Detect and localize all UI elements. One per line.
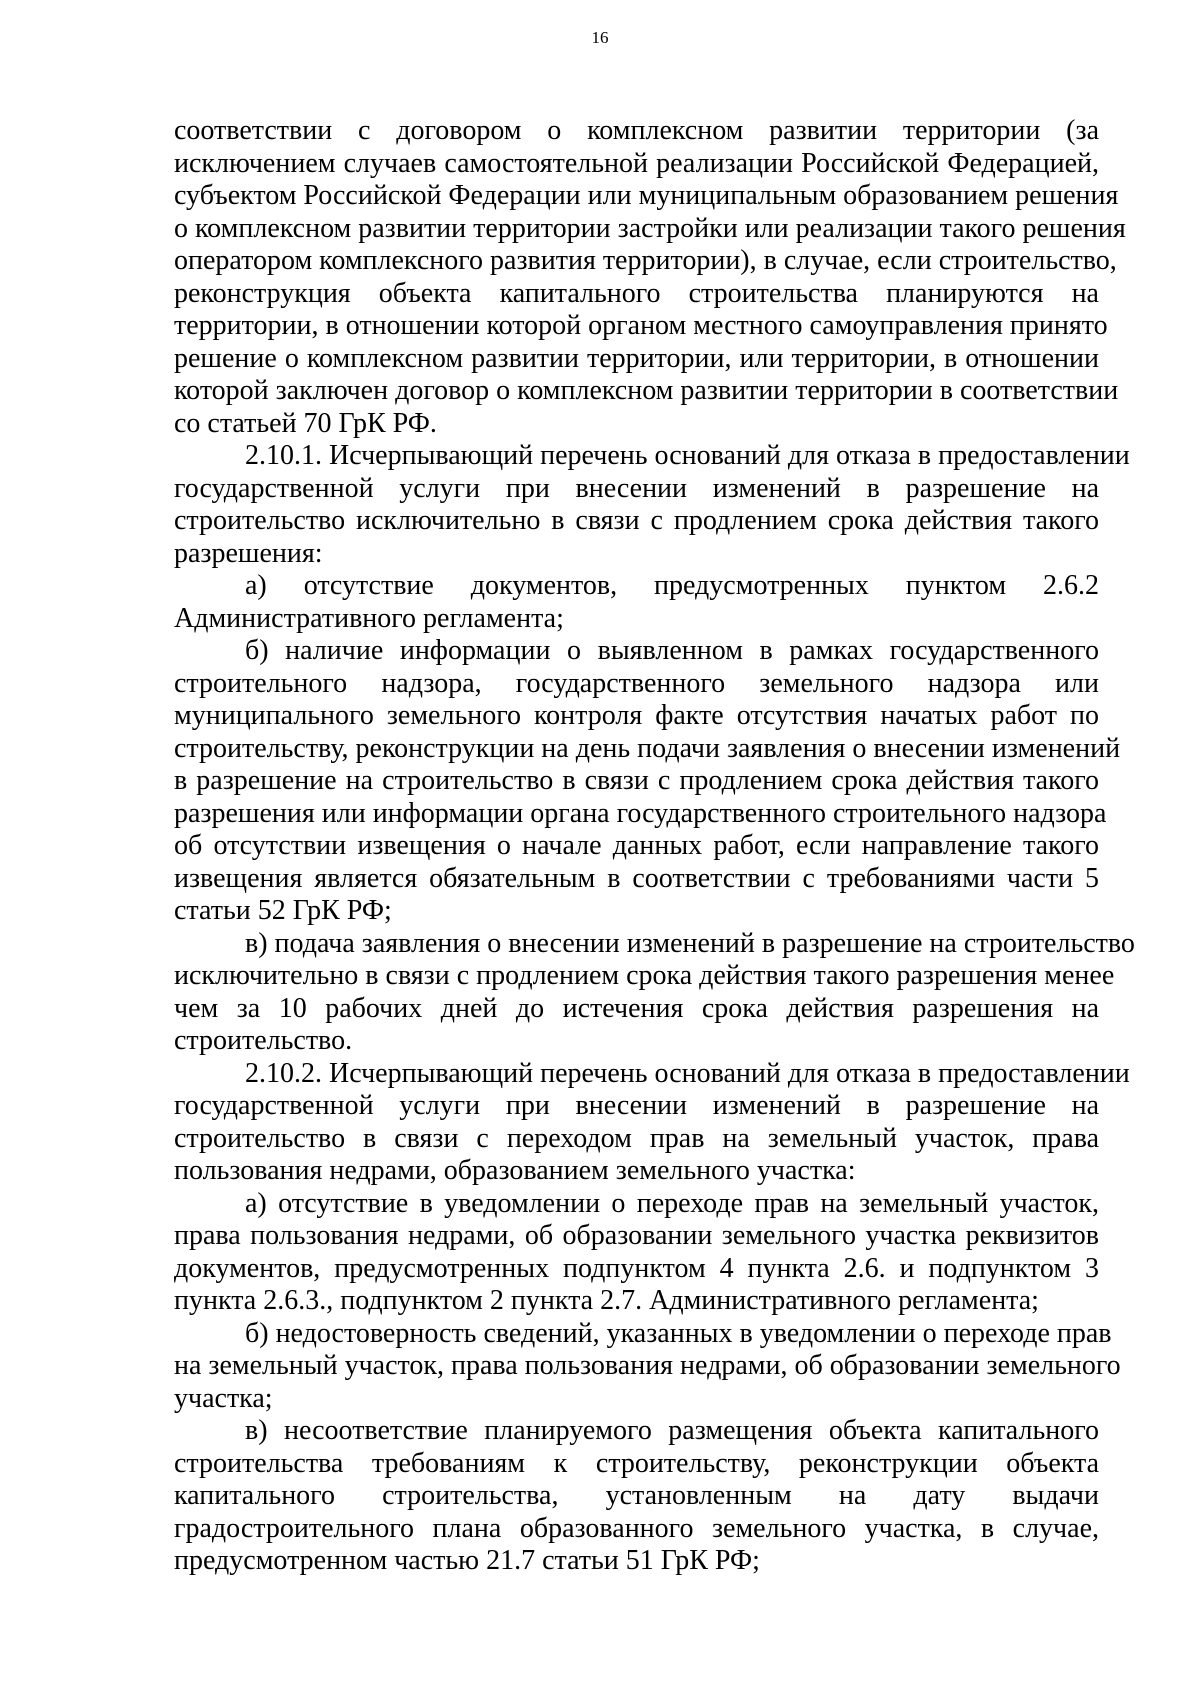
text-line: государственной услуги при внесении изменений в разрешение на xyxy=(174,472,1099,504)
text-line: строительству, реконструкции на день подачи заявления о внесении изменений xyxy=(174,732,1121,764)
text-line: оператором комплексного развития территории), в случае, если строительство, xyxy=(174,245,1117,276)
text-line: со статьей 70 ГрК РФ. xyxy=(174,407,437,439)
document-body xyxy=(174,115,1135,1578)
paragraph-item-a xyxy=(174,570,1099,635)
text-line: градостроительного плана образованного земельного участка, в случае, xyxy=(174,1512,1099,1544)
text-line: строительного надзора, государственного земельного надзора или xyxy=(174,667,1099,699)
text-line: 2.10.2. Исчерпывающий перечень оснований для отказа в предоставлении xyxy=(245,1057,1130,1089)
text-line: строительство в связи с переходом прав на земельный участок, права xyxy=(174,1122,1099,1154)
text-line: исключением случаев самостоятельной реализации Российской Федерацией, xyxy=(174,147,1099,179)
text-line: строительства требованиям к строительству, реконструкции объекта xyxy=(174,1447,1099,1479)
text-line: об отсутствии извещения о начале данных работ, если направление такого xyxy=(174,830,1099,861)
text-line: соответствии с договором о комплексном развитии территории (за xyxy=(174,115,1099,146)
text-line: капитального строительства, установленным на дату выдачи xyxy=(174,1480,1099,1511)
text-line: пользования недрами, образованием земельного участка: xyxy=(174,1155,856,1186)
text-line: участка; xyxy=(174,1382,273,1414)
text-line: пункта 2.6.3., подпунктом 2 пункта 2.7. Административного регламента; xyxy=(174,1285,1039,1316)
text-line: муниципального земельного контроля факте отсутствия начатых работ по xyxy=(174,700,1099,731)
paragraph-continuation xyxy=(174,115,1126,440)
text-line: реконструкция объекта капитального строительства планируются на xyxy=(174,277,1099,309)
text-line: в) несоответствие планируемого размещения объекта капитального xyxy=(245,1415,1099,1446)
text-line: предусмотренном частью 21.7 статьи 51 ГрК РФ; xyxy=(174,1545,760,1576)
paragraph-item-v xyxy=(174,927,1135,1058)
text-line: разрешения: xyxy=(174,537,323,569)
text-line: 2.10.1. Исчерпывающий перечень оснований для отказа в предоставлении xyxy=(245,440,1130,471)
text-line: субъектом Российской Федерации или муниципальным образованием решения xyxy=(174,180,1119,211)
text-line: а) отсутствие в уведомлении о переходе прав на земельный участок, xyxy=(245,1187,1099,1219)
text-line: которой заключен договор о комплексном развитии территории в соответствии xyxy=(174,375,1119,406)
text-line: статьи 52 ГрК РФ; xyxy=(174,895,392,926)
text-line: извещения является обязательным в соответствии с требованиями части 5 xyxy=(174,862,1099,894)
text-line: о комплексном развитии территории застройки или реализации такого решения xyxy=(174,212,1126,244)
text-line: документов, предусмотренных подпунктом 4 пункта 2.6. и подпунктом 3 xyxy=(174,1252,1099,1284)
text-line: Административного регламента; xyxy=(174,602,564,634)
text-line: разрешения или информации органа государственного строительного надзора xyxy=(174,797,1107,829)
text-line: строительство. xyxy=(174,1025,353,1056)
text-line: б) недостоверность сведений, указанных в уведомлении о переходе прав xyxy=(245,1317,1112,1349)
paragraph-item-b xyxy=(174,635,1121,928)
page-number: 16 xyxy=(591,28,609,47)
paragraph-item-v xyxy=(174,1415,1099,1578)
text-line: на земельный участок, права пользования недрами, об образовании земельного xyxy=(174,1350,1121,1381)
text-line: б) наличие информации о выявленном в рамках государственного xyxy=(245,635,1099,666)
text-line: в) подача заявления о внесении изменений в разрешение на строительство xyxy=(245,927,1135,959)
text-line: права пользования недрами, об образовании земельного участка реквизитов xyxy=(174,1220,1099,1251)
text-line: исключительно в связи с продлением срока действия такого разрешения менее xyxy=(174,960,1115,991)
paragraph-2-10-2 xyxy=(174,1057,1130,1188)
text-line: строительство исключительно в связи с продлением срока действия такого xyxy=(174,505,1099,536)
paragraph-item-a xyxy=(174,1188,1099,1318)
paragraph-item-b xyxy=(174,1317,1121,1416)
text-line: территории, в отношении которой органом местного самоуправления принято xyxy=(174,310,1108,341)
text-line: а) отсутствие документов, предусмотренных пунктом 2.6.2 xyxy=(245,570,1099,601)
text-line: государственной услуги при внесении изменений в разрешение на xyxy=(174,1090,1099,1121)
text-line: чем за 10 рабочих дней до истечения срока действия разрешения на xyxy=(174,992,1099,1024)
paragraph-2-10-1 xyxy=(174,440,1130,570)
text-line: решение о комплексном развитии территории, или территории, в отношении xyxy=(174,342,1099,374)
text-line: в разрешение на строительство в связи с продлением срока действия такого xyxy=(174,765,1099,796)
